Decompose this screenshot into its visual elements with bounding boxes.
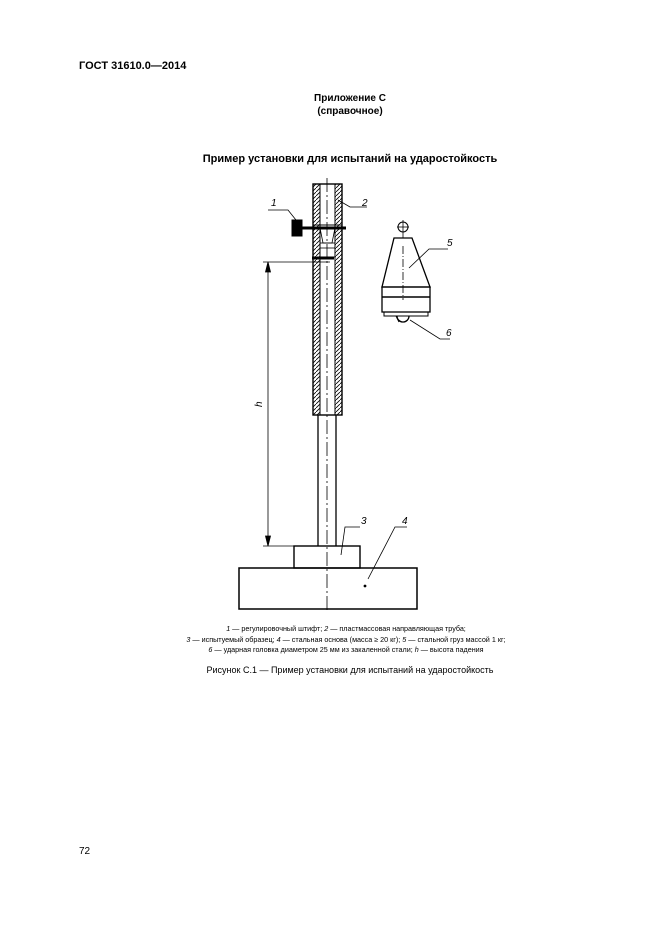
legend-text-1: — регулировочный штифт;: [230, 624, 325, 633]
annex-label: Приложение С: [314, 93, 386, 104]
callout-4: 4: [402, 516, 408, 527]
legend-line-2: [0, 635, 661, 646]
legend-key-h: h: [414, 645, 419, 654]
legend-line-1: [0, 624, 661, 635]
base-center-mark: [364, 585, 367, 588]
legend-text-h: — высота падения: [418, 645, 484, 654]
tube-insert: [320, 228, 335, 257]
legend-key-4: 4: [276, 634, 281, 644]
legend-text-6: — ударная головка диаметром 25 мм из закаленной стали;: [212, 645, 415, 654]
legend-key-2: 2: [324, 624, 329, 633]
document-code: ГОСТ 31610.0—2014: [79, 60, 187, 72]
legend-key-6: 6: [208, 645, 213, 654]
figure-caption: Рисунок С.1 — Пример установки для испытаний на ударостойкость: [206, 665, 494, 675]
legend-text-2: — пластмассовая направляющая труба;: [328, 624, 466, 633]
legend-line-3: [0, 645, 661, 656]
figure-heading: Пример установки для испытаний на ударостойкость: [202, 153, 498, 165]
steel-base: [239, 568, 417, 609]
legend-key-3: 3: [186, 634, 191, 644]
page-number: 72: [79, 846, 91, 857]
legend-text-3: — испытуемый образец;: [190, 634, 277, 644]
figure-legend: [0, 624, 661, 656]
callout-5: 5: [447, 238, 453, 249]
legend-key-5: 5: [402, 634, 407, 644]
callout-6: 6: [446, 328, 452, 339]
callout-1: 1: [271, 198, 277, 209]
leader-lines: [268, 200, 450, 579]
annex-type: (справочное): [317, 106, 383, 117]
legend-text-5: — стальной груз массой 1 кг;: [406, 634, 506, 644]
callout-2: 2: [362, 198, 368, 209]
steel-weight: [382, 220, 430, 322]
dimension-label-h: h: [254, 401, 265, 407]
impact-test-diagram: [0, 170, 661, 620]
impact-head: [397, 316, 409, 322]
annex-title: [0, 92, 661, 118]
guide-tube: [313, 184, 342, 415]
legend-key-1: 1: [226, 624, 231, 633]
callout-3: 3: [361, 516, 367, 527]
legend-text-4: — стальная основа (масса ≥ 20 кг);: [280, 634, 403, 644]
